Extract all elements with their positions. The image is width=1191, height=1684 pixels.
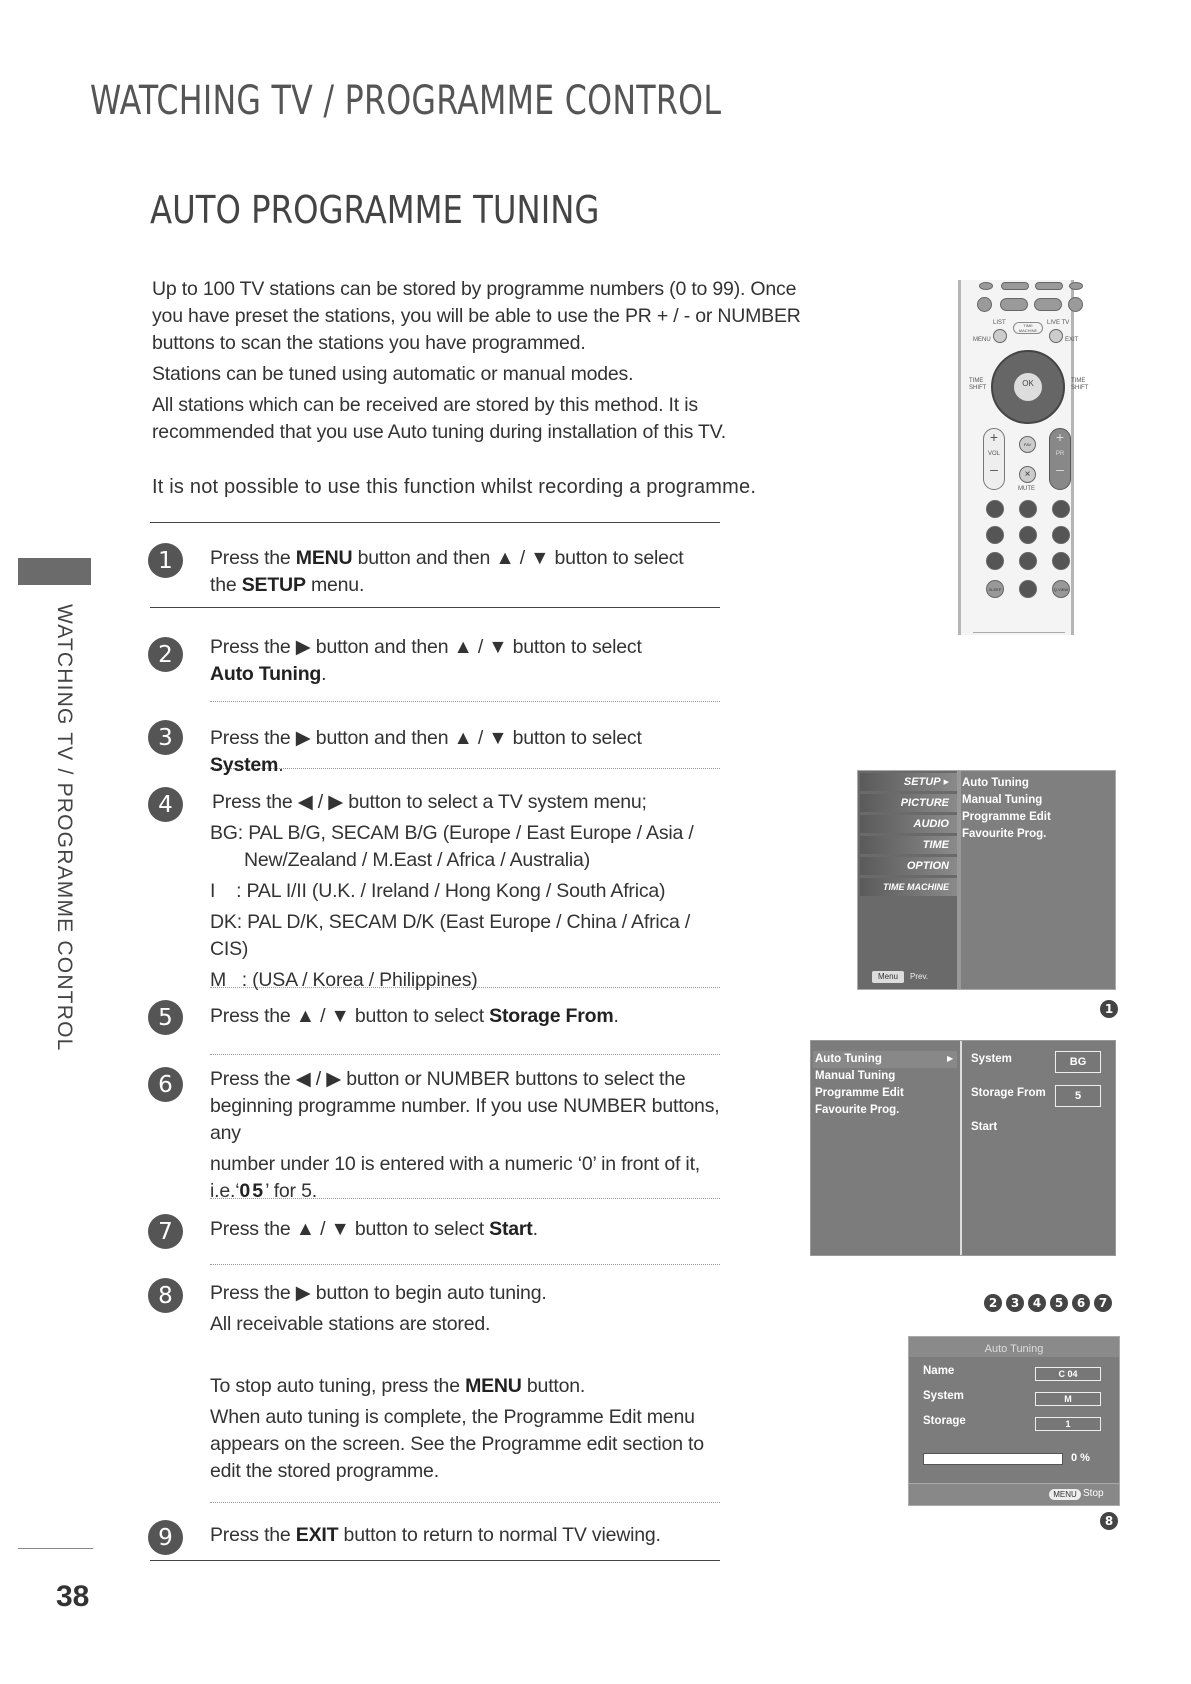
- transport-button: [1035, 282, 1063, 290]
- intro-paragraph: Up to 100 TV stations can be stored by programme numbers (0 to 99). Once you have preset the stations, you will be able to use the PR + / - or NUMBER buttons to scan the stations you have programmed.: [152, 278, 801, 354]
- step-text: Press the ▶ button and then ▲ / ▼ button to select System.: [210, 727, 642, 776]
- menu-category-picture: PICTURE: [860, 794, 957, 812]
- menu-category-time: TIME: [860, 836, 957, 854]
- step-number: 4: [148, 787, 183, 822]
- skip-back-icon: [977, 297, 992, 312]
- storage-value: 1: [1035, 1417, 1101, 1431]
- remote-label-list: LIST: [993, 320, 1006, 326]
- digit-button-icon: [1052, 552, 1070, 570]
- digit-button-icon: [1019, 500, 1037, 518]
- step-text: Press the ◀ / ▶ button or NUMBER buttons to select the beginning programme number. If you use NUMBER buttons, any number under 10 is entered with a numeric ‘0’ in front of it, i.e.‘05’ for 5.: [210, 1068, 720, 1202]
- step-reference-badge: 8: [1096, 1512, 1118, 1530]
- page-number-rule: [18, 1548, 93, 1549]
- step-text: Press the MENU button and then ▲ / ▼ button to select the SETUP menu.: [210, 547, 684, 596]
- digit-button-icon: [1052, 500, 1070, 518]
- system-value: BG: [1055, 1051, 1101, 1073]
- page-header-title: WATCHING TV / PROGRAMME CONTROL: [90, 78, 722, 124]
- progress-title: Auto Tuning: [909, 1337, 1119, 1357]
- divider: [210, 1264, 720, 1265]
- intro-paragraph: All stations which can be received are stored by this method. It is recommended that you use Auto tuning during installation of this TV.: [152, 394, 726, 443]
- arrow-right-icon: ▶: [943, 779, 949, 786]
- remote-label-mute: MUTE: [1018, 486, 1035, 492]
- forward-icon: [1034, 298, 1062, 311]
- system-label: System: [923, 1390, 964, 1402]
- menu-separator: [960, 1041, 962, 1255]
- digit-button-icon: [986, 500, 1004, 518]
- step-number: 8: [148, 1278, 183, 1313]
- volume-rocker: + VOL –: [983, 428, 1005, 490]
- storage-from-value: 5: [1055, 1085, 1101, 1107]
- section-title: AUTO PROGRAMME TUNING: [150, 188, 600, 232]
- menu-category-time-machine: TIME MACHINE: [860, 878, 957, 896]
- step-reference-badge: 1: [1096, 1000, 1118, 1018]
- sleep-button-icon: SLEEP: [986, 580, 1004, 598]
- q-view-button-icon: Q.VIEW: [1052, 580, 1070, 598]
- recording-note: It is not possible to use this function whilst recording a programme.: [152, 476, 757, 498]
- divider: [150, 522, 720, 523]
- tuning-menu-list: Auto Tuning Manual Tuning Programme Edit Favourite Prog.: [815, 1053, 904, 1116]
- remote-label-live-tv: LIVE TV: [1047, 320, 1070, 326]
- step-number: 2: [148, 637, 183, 672]
- remote-label-time-shift: TIME SHIFT: [1071, 378, 1089, 391]
- transport-button: [979, 282, 993, 290]
- step-text: Press the ◀ / ▶ button to select a TV system menu;: [212, 791, 647, 813]
- menu-category-audio: AUDIO: [860, 815, 957, 833]
- prev-label: Prev.: [910, 972, 929, 981]
- remote-label-time-shift: TIME SHIFT: [969, 378, 987, 391]
- programme-rocker: + PR –: [1049, 428, 1071, 490]
- divider: [150, 607, 720, 608]
- sidebar-tab-marker: [18, 558, 91, 585]
- digit-button-icon: [1019, 552, 1037, 570]
- setup-submenu-list: Auto Tuning Manual Tuning Programme Edit Favourite Prog.: [962, 777, 1051, 840]
- step-number: 9: [148, 1520, 183, 1555]
- start-label: Start: [971, 1121, 998, 1133]
- menu-button-icon: [993, 329, 1007, 343]
- step-system-list: BG: PAL B/G, SECAM B/G (Europe / East Europe / Asia / New/Zealand / M.East / Africa / Australia) I : PAL I/II (U.K. / Ireland / Hong Kong / South Africa) DK: PAL D/K, SECAM D/K (East Europe / China / Africa / CIS) M : (USA / Korea / Philippines): [210, 822, 694, 991]
- intro-text: [152, 276, 822, 446]
- digit-button-icon: [1052, 526, 1070, 544]
- step-text: Press the EXIT button to return to normal TV viewing.: [210, 1524, 661, 1546]
- setup-menu-screenshot: [857, 770, 1116, 990]
- sidebar-label: WATCHING TV / PROGRAMME CONTROL: [53, 604, 76, 1052]
- system-label: System: [971, 1053, 1012, 1065]
- arrow-right-icon: ▶: [947, 1054, 954, 1063]
- skip-forward-icon: [1068, 297, 1083, 312]
- digit-button-icon: [986, 552, 1004, 570]
- digit-button-icon: [986, 526, 1004, 544]
- menu-category-option: OPTION: [860, 857, 957, 875]
- system-value: M: [1035, 1392, 1101, 1406]
- stop-label: Stop: [1083, 1488, 1104, 1499]
- name-value: C 04: [1035, 1367, 1101, 1381]
- remote-label-menu: MENU: [973, 337, 991, 343]
- exit-button-icon: [1049, 329, 1063, 343]
- step-number: 1: [148, 543, 183, 578]
- step-text: Press the ▲ / ▼ button to select Storage From.: [210, 1005, 619, 1027]
- transport-button: [1001, 282, 1029, 290]
- auto-tuning-menu-screenshot: [810, 1040, 1116, 1256]
- mute-icon: ×: [1019, 466, 1036, 483]
- progress-bar: [923, 1453, 1063, 1465]
- step-text: Press the ▲ / ▼ button to select Start.: [210, 1218, 538, 1240]
- storage-from-label: Storage From: [971, 1087, 1046, 1099]
- ok-button-icon: OK: [1013, 372, 1043, 402]
- step-number: 6: [148, 1067, 183, 1102]
- step-number: 7: [148, 1214, 183, 1249]
- intro-paragraph: Stations can be tuned using automatic or manual modes.: [152, 363, 634, 385]
- step-reference-badges: 2 3 4 5 6 7: [980, 1294, 1112, 1312]
- page-number: 38: [56, 1580, 90, 1613]
- auto-tuning-progress-screenshot: [908, 1336, 1120, 1506]
- step-text: Press the ▶ button to begin auto tuning. All receivable stations are stored. To stop auto tuning, press the MENU button. When auto tuning is complete, the Programme Edit menu appears on the screen. See the Programme edit section to edit the stored programme.: [210, 1282, 704, 1482]
- menu-category-column: [858, 771, 957, 989]
- remote-edge: [973, 632, 1065, 633]
- menu-key-icon: MENU: [1049, 1489, 1081, 1500]
- menu-separator: [957, 771, 961, 989]
- remote-control-illustration: [958, 280, 1089, 635]
- divider: [210, 1502, 720, 1503]
- step-number: 3: [148, 720, 183, 755]
- menu-category-setup: SETUP ▶: [860, 773, 957, 791]
- progress-footer: [909, 1483, 1119, 1505]
- storage-label: Storage: [923, 1415, 966, 1427]
- fav-button-icon: FAV: [1019, 436, 1036, 453]
- remote-label-time-machine: TIME MACHINE: [1013, 322, 1043, 334]
- name-label: Name: [923, 1365, 955, 1377]
- remote-label-exit: EXIT: [1065, 337, 1079, 343]
- divider: [210, 1054, 720, 1055]
- divider: [150, 1560, 720, 1561]
- divider: [210, 701, 720, 702]
- digit-button-icon: [1019, 526, 1037, 544]
- transport-button: [1069, 282, 1083, 290]
- progress-percent: 0 %: [1071, 1452, 1090, 1464]
- rewind-icon: [1000, 298, 1028, 311]
- step-number: 5: [148, 1000, 183, 1035]
- step-text: Press the ▶ button and then ▲ / ▼ button to select Auto Tuning.: [210, 636, 642, 685]
- menu-key-icon: Menu: [872, 971, 904, 983]
- digit-button-icon: [1019, 580, 1037, 598]
